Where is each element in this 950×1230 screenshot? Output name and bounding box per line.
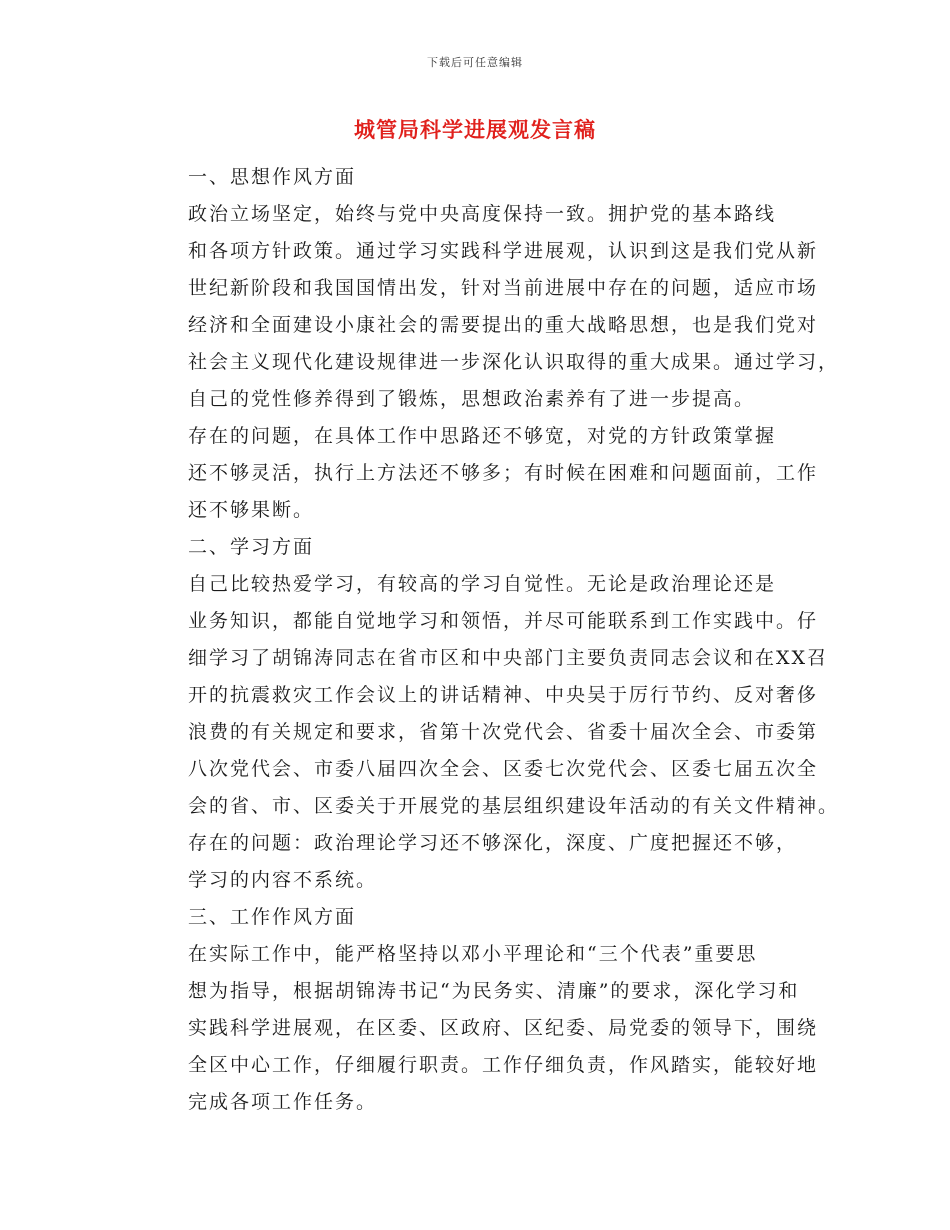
text-line: 实践科学进展观，在区委、区政府、区纪委、局党委的领导下，围绕 (188, 1017, 819, 1039)
text-line: 三、工作作风方面 (188, 906, 357, 928)
text-line: 世纪新阶段和我国国情出发，针对当前进展中存在的问题，适应市场 (188, 277, 819, 299)
paragraph-work-style (142, 936, 819, 1121)
document-body (142, 159, 840, 1121)
section-heading-study (142, 529, 810, 566)
text-line: 政治立场坚定，始终与党中央高度保持一致。拥护党的基本路线 (188, 203, 777, 225)
text-line: 细学习了胡锦涛同志在省市区和中央部门主要负责同志会议和在XX召 (188, 647, 829, 669)
text-line: 二、学习方面 (188, 536, 315, 558)
document-title: 城管局科学进展观发言稿 (354, 117, 596, 142)
text-line: 还不够果断。 (188, 499, 315, 521)
text-line: 经济和全面建设小康社会的需要提出的重大战略思想，也是我们党对 (188, 314, 819, 336)
section-heading-work-style (142, 899, 810, 936)
text-line: 开的抗震救灾工作会议上的讲话精神、中央吴于厉行节约、反对奢侈 (188, 684, 819, 706)
text-line: 在实际工作中，能严格坚持以邓小平理论和“三个代表”重要思 (188, 943, 758, 965)
paragraph-problems-2 (142, 825, 810, 899)
paragraph-problems-1 (142, 418, 819, 529)
text-line: 和各项方针政策。通过学习实践科学进展观，认识到这是我们党从新 (188, 240, 819, 262)
text-line: 自己的党性修养得到了锻炼，思想政治素养有了进一步提高。 (188, 388, 756, 410)
text-line: 社会主义现代化建设规律进一步深化认识取得的重大成果。通过学习， (188, 351, 840, 373)
paragraph-political-stance (142, 196, 840, 418)
paragraph-study (142, 566, 840, 825)
text-line: 一、思想作风方面 (188, 166, 357, 188)
text-line: 浪费的有关规定和要求，省第十次党代会、省委十届次全会、市委第 (188, 721, 819, 743)
text-line: 想为指导，根据胡锦涛书记“为民务实、清廉”的要求，深化学习和 (188, 980, 800, 1002)
text-line: 全区中心工作，仔细履行职责。工作仔细负责，作风踏实，能较好地 (188, 1054, 819, 1076)
section-heading-thought-style (142, 159, 810, 196)
text-line: 存在的问题，在具体工作中思路还不够宽，对党的方针政策掌握 (188, 425, 777, 447)
text-line: 会的省、市、区委关于开展党的基层组织建设年活动的有关文件精神。 (188, 795, 840, 817)
text-line: 存在的问题：政治理论学习还不够深化，深度、广度把握还不够， (188, 832, 798, 854)
text-line: 完成各项工作任务。 (188, 1091, 378, 1113)
text-line: 自己比较热爱学习，有较高的学习自觉性。无论是政治理论还是 (188, 573, 777, 595)
header-note: 下载后可任意编辑 (427, 56, 523, 69)
text-line: 八次党代会、市委八届四次全会、区委七次党代会、区委七届五次全 (188, 758, 819, 780)
text-line: 业务知识，都能自觉地学习和领悟，并尽可能联系到工作实践中。仔 (188, 610, 819, 632)
text-line: 还不够灵活，执行上方法还不够多；有时候在困难和问题面前，工作 (188, 462, 819, 484)
text-line: 学习的内容不系统。 (188, 869, 378, 891)
